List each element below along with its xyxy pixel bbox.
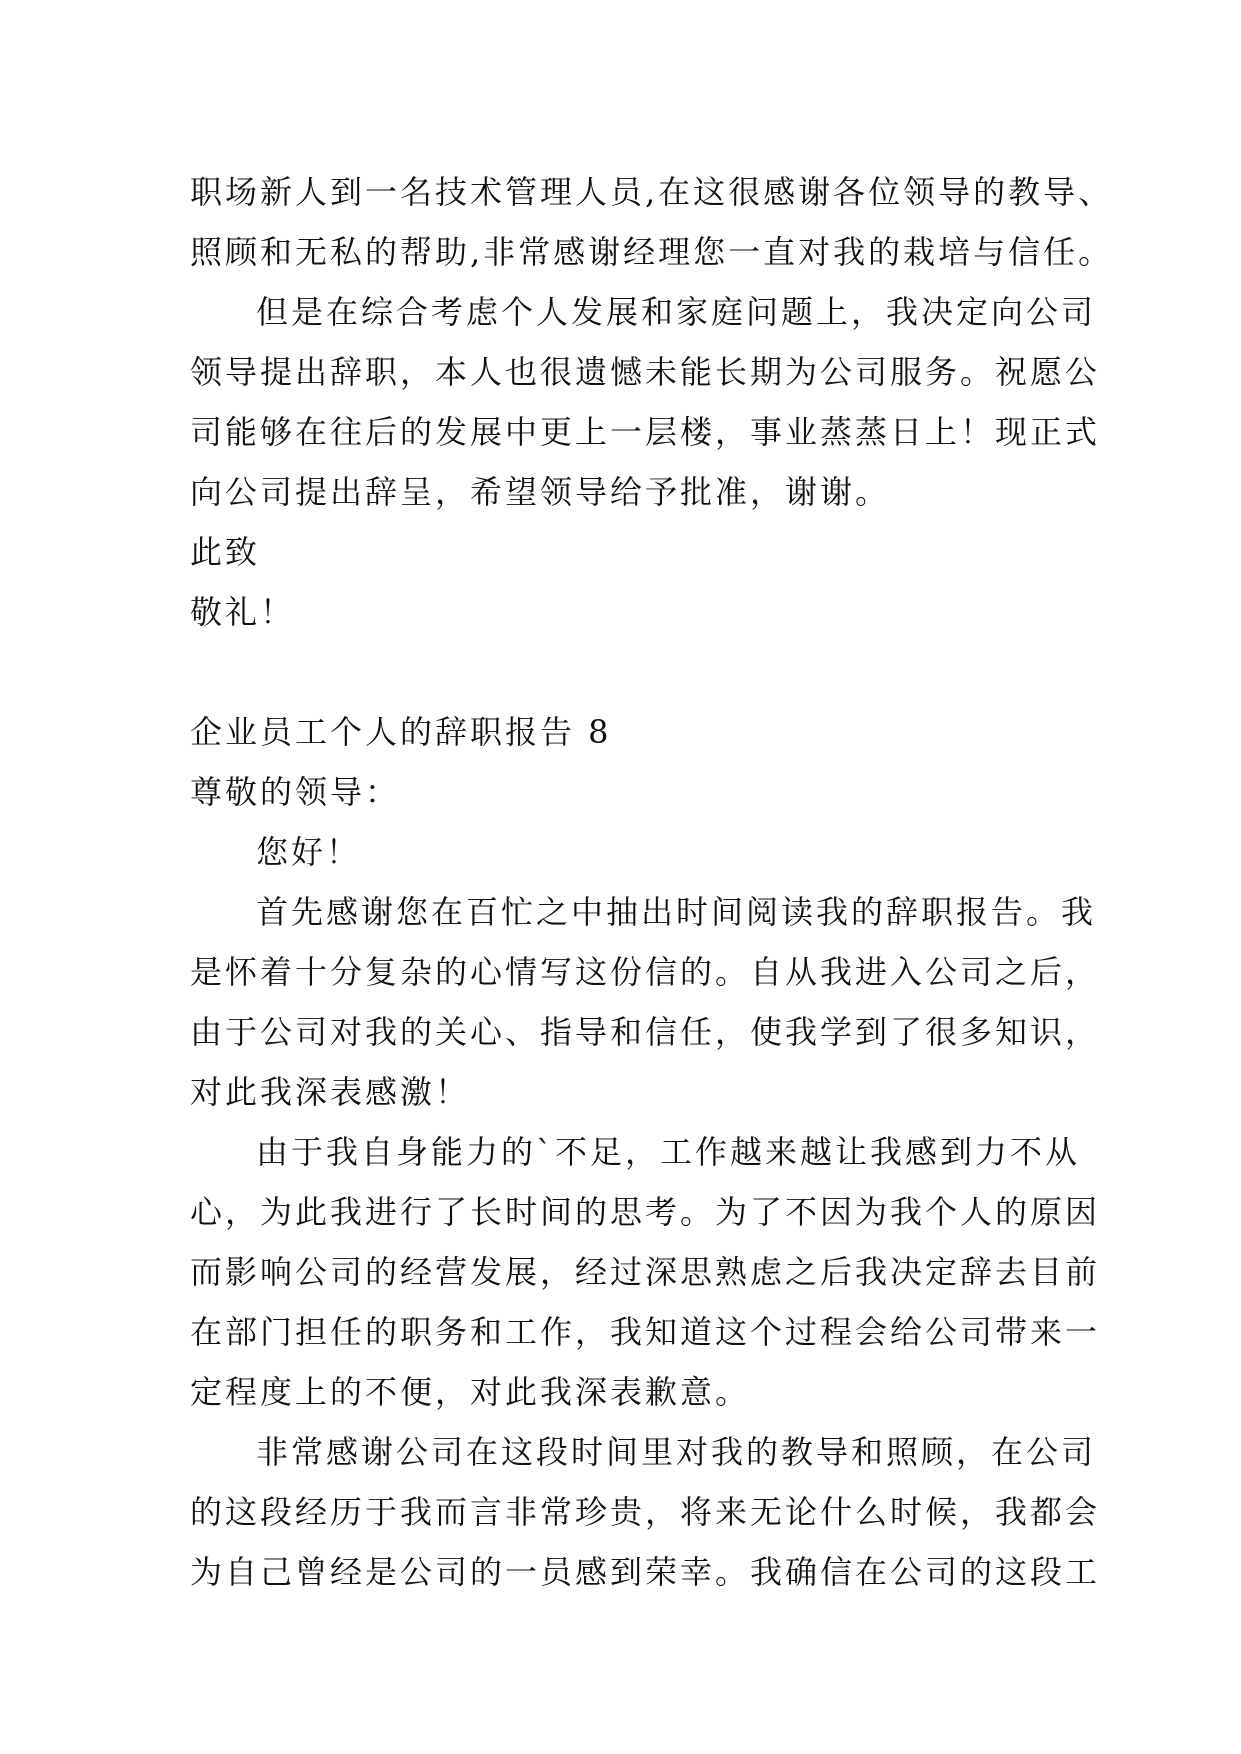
text-line: 定程度上的不便，对此我深表歉意。 xyxy=(190,1373,751,1411)
paragraph-first-line: 首先感谢您在百忙之中抽出时间阅读我的辞职报告。我 xyxy=(256,893,1097,931)
closing-line: 敬礼！ xyxy=(190,593,296,631)
greeting: 您好！ xyxy=(256,833,362,871)
text-line: 为自己曾经是公司的一员感到荣幸。我确信在公司的这段工 xyxy=(190,1553,1101,1591)
text-line: 由于公司对我的关心、指导和信任，使我学到了很多知识， xyxy=(190,1013,1101,1051)
text-line: 对此我深表感激！ xyxy=(190,1073,471,1111)
text-line: 心，为此我进行了长时间的思考。为了不因为我个人的原因 xyxy=(190,1193,1101,1231)
paragraph-first-line: 由于我自身能力的`不足，工作越来越让我感到力不从 xyxy=(256,1133,1081,1171)
text-line: 向公司提出辞呈，希望领导给予批准，谢谢。 xyxy=(190,473,891,511)
paragraph-first-line: 非常感谢公司在这段时间里对我的教导和照顾，在公司 xyxy=(256,1433,1097,1471)
text-line: 的这段经历于我而言非常珍贵，将来无论什么时候，我都会 xyxy=(190,1493,1101,1531)
section-title: 企业员工个人的辞职报告 8 xyxy=(190,713,612,751)
text-line: 而影响公司的经营发展，经过深思熟虑之后我决定辞去目前 xyxy=(190,1253,1101,1291)
paragraph-first-line: 但是在综合考虑个人发展和家庭问题上，我决定向公司 xyxy=(256,293,1097,331)
closing-line: 此致 xyxy=(190,533,261,571)
text-line: 照顾和无私的帮助,非常感谢经理您一直对我的栽培与信任。 xyxy=(190,233,1114,271)
text-line: 职场新人到一名技术管理人员,在这很感谢各位领导的教导、 xyxy=(190,173,1114,211)
text-line: 是怀着十分复杂的心情写这份信的。自从我进入公司之后， xyxy=(190,953,1101,991)
text-line: 在部门担任的职务和工作，我知道这个过程会给公司带来一 xyxy=(190,1313,1101,1351)
text-line: 司能够在往后的发展中更上一层楼，事业蒸蒸日上！现正式 xyxy=(190,413,1101,451)
salutation: 尊敬的领导： xyxy=(190,773,401,811)
text-line: 领导提出辞职，本人也很遗憾未能长期为公司服务。祝愿公 xyxy=(190,353,1101,391)
